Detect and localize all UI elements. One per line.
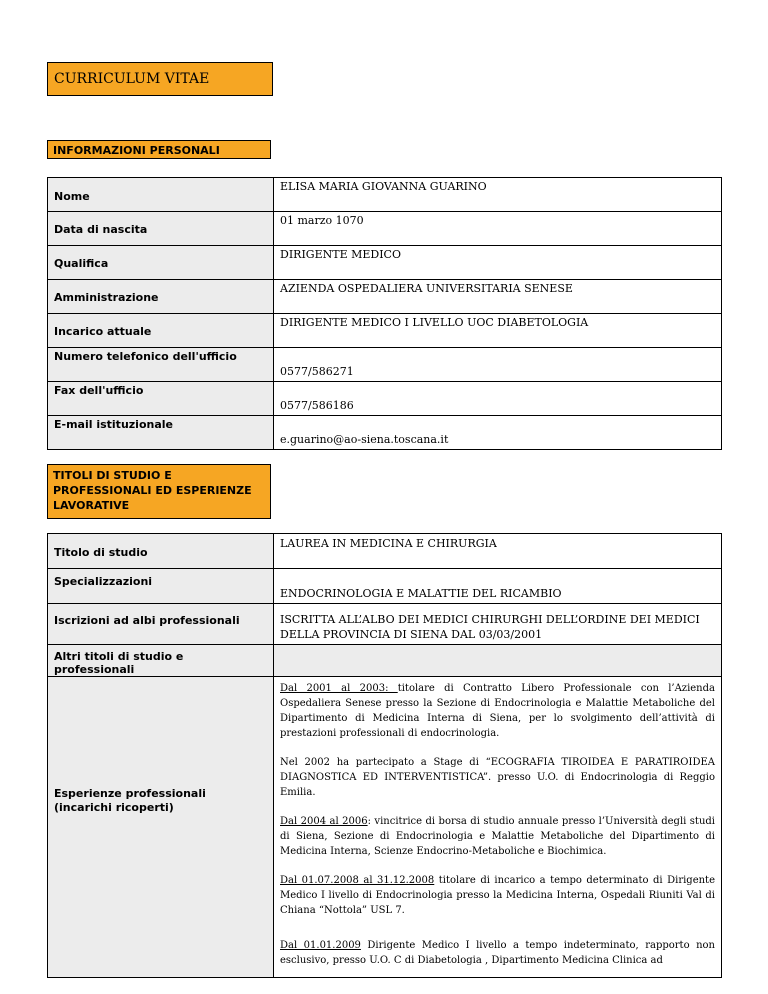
row-value: ENDOCRINOLOGIA E MALATTIE DEL RICAMBIO [280,587,562,600]
table-row [48,677,722,978]
row-value: 01 marzo 1070 [280,214,364,227]
row-label: Iscrizioni ad albi professionali [54,614,240,627]
personal-info-table [47,177,722,450]
experience-item: Dal 2004 al 2006: vincitrice di borsa di studio annuale presso l’Università degli studi di Siena, Sezione di Endocrinologia e Malattie Metaboliche del Dipartimento di Medicina Interna, Scienze Endocrino-Metaboliche e Biochimica. [280,816,715,857]
table-row [48,416,722,450]
table-row [48,382,722,416]
studies-table [47,533,722,978]
row-label: Incarico attuale [54,325,152,338]
table-row [48,645,722,677]
cv-title: CURRICULUM VITAE [54,71,210,87]
row-label: Esperienze professionali (incarichi ricoperti) [54,787,206,814]
row-label: Titolo di studio [54,546,148,559]
row-value: ELISA MARIA GIOVANNA GUARINO [280,180,487,193]
row-label: E-mail istituzionale [54,418,173,431]
table-row [48,348,722,382]
section-studies-heading-box [47,464,271,519]
experience-item: Dal 2001 al 2003: titolare di Contratto Libero Professionale con l’Azienda Ospedaliera Senese presso la Sezione di Endocrinologia e Malattie Metaboliche del Dipartimento di Medicina Interna di Siena, per lo svolgimento dell’attività di prestazioni professionali di endocrinologia. [280,683,715,739]
experience-item: Dal 01.07.2008 al 31.12.2008 titolare di incarico a tempo determinato di Dirigente Medico I livello di Endocrinologia presso la Medicina Interna, Ospedali Riuniti Val di Chiana “Nottola” USL 7. [280,875,715,916]
table-row [48,280,722,314]
row-value: e.guarino@ao-siena.toscana.it [280,433,449,446]
row-value: 0577/586271 [280,365,354,378]
row-label: Altri titoli di studio e professionali [54,650,184,676]
row-value: ISCRITTA ALL’ALBO DEI MEDICI CHIRURGHI DELL’ORDINE DEI MEDICI DELLA PROVINCIA DI SIENA DAL 03/03/2001 [280,613,700,641]
section-personal-heading-box [47,140,271,159]
row-label: Nome [54,190,90,203]
section-studies-heading: TITOLI DI STUDIO E PROFESSIONALI ED ESPERIENZE LAVORATIVE [53,469,252,512]
row-value: AZIENDA OSPEDALIERA UNIVERSITARIA SENESE [280,282,573,295]
row-value: LAUREA IN MEDICINA E CHIRURGIA [280,537,497,550]
table-row [48,314,722,348]
table-row [48,534,722,569]
row-label: Fax dell'ufficio [54,384,144,397]
experience-item: Dal 01.01.2009 Dirigente Medico I livello a tempo indeterminato, rapporto non esclusivo, presso U.O. C di Diabetologia , Dipartimento Medicina Clinica ad [280,940,715,966]
row-value: DIRIGENTE MEDICO [280,248,401,261]
section-personal-heading: INFORMAZIONI PERSONALI [53,144,220,157]
row-label: Amministrazione [54,291,159,304]
row-label: Specializzazioni [54,575,153,588]
table-row [48,569,722,604]
table-row [48,178,722,212]
row-label: Numero telefonico dell'ufficio [54,350,237,363]
table-row [48,212,722,246]
row-value: DIRIGENTE MEDICO I LIVELLO UOC DIABETOLOGIA [280,316,589,329]
table-row [48,604,722,645]
row-value: 0577/586186 [280,399,354,412]
cv-title-box [47,62,273,96]
row-label: Data di nascita [54,223,148,236]
table-row [48,246,722,280]
experience-item: Nel 2002 ha partecipato a Stage di “ECOGRAFIA TIROIDEA E PARATIROIDEA DIAGNOSTICA ED INTERVENTISTICA”. presso U.O. di Endocrinologia di Reggio Emilia. [280,757,715,798]
row-label: Qualifica [54,257,109,270]
